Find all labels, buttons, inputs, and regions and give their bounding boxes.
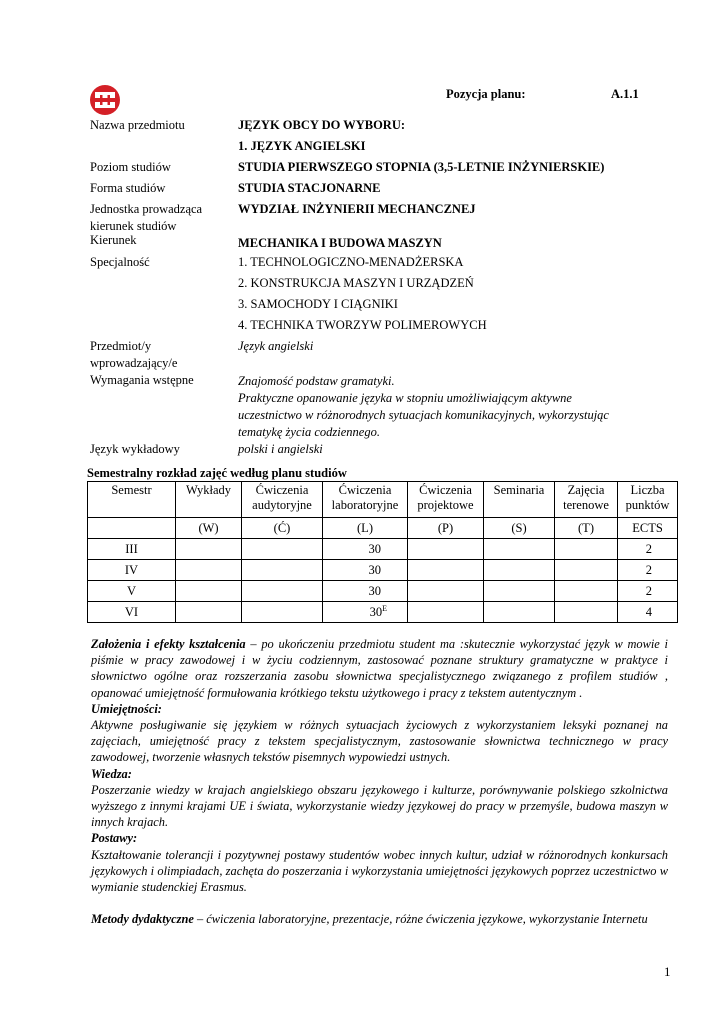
spec-label: Specjalność	[90, 255, 150, 269]
code-cell: (P)	[408, 518, 484, 539]
code-cell	[88, 518, 176, 539]
table-row: VI $30^E$ 4	[88, 602, 678, 623]
table-row: III 30 2	[88, 539, 678, 560]
page-number: 1	[664, 964, 671, 979]
schedule-table	[87, 481, 678, 623]
subject-value-1: JĘZYK OBCY DO WYBORU:	[238, 118, 406, 132]
course-description	[91, 636, 668, 927]
header-cwiczenia-proj: Ćwiczenia projektowe	[408, 482, 484, 518]
methods-text: – ćwiczenia laboratoryjne, prezentacje, różne ćwiczenia językowe, wykorzystanie Internetu	[193, 912, 648, 927]
intro-label	[90, 338, 238, 372]
position-value: A.1.1	[611, 87, 639, 101]
header-semestr: Semestr	[88, 482, 176, 518]
skills-heading: Umiejętności:	[91, 701, 162, 716]
attitudes-text: Kształtowanie tolerancji i pozytywnej postawy studentów wobec innych kultur, udział w różnorodnych konkursach językowych i olimpiadach, zachęta do poszerzania i wykorzystania umiejętności językowych poprzez uczestnictwo w wymianie studenckiej Erasmus.	[91, 847, 668, 895]
attitudes-heading: Postawy:	[91, 831, 138, 846]
spec-item: 1. TECHNOLOGICZNO-MENADŻERSKA	[238, 255, 464, 269]
level-value: STUDIA PIERWSZEGO STOPNIA (3,5-LETNIE INŻYNIERSKIE)	[238, 160, 605, 174]
form-value: STUDIA STACJONARNE	[238, 181, 381, 195]
schedule-title: Semestralny rozkład zajęć według planu studiów	[87, 466, 347, 480]
course-info	[90, 117, 670, 458]
unit-value: WYDZIAŁ INŻYNIERII MECHANCZNEJ	[238, 202, 476, 216]
intro-label-2: wprowadzający/e	[90, 356, 178, 370]
level-label: Poziom studiów	[90, 160, 171, 174]
code-cell: (S)	[484, 518, 555, 539]
table-row: IV 30 2	[88, 560, 678, 581]
req-value	[238, 372, 670, 441]
position-label: Pozycja planu:	[446, 87, 526, 101]
unit-label	[90, 201, 238, 235]
intro-label-1: Przedmiot/y	[90, 339, 152, 353]
goals-text: – po ukończeniu przedmiotu student ma :skutecznie wykorzystać język w mowie i piśmie w pracy zawodowej i w życiu codziennym, zastosować poznane struktury gramatyczne w praktyce i słownictwo ogólne oraz rozszerzania zasobu słownictwa specjalistycznego związanego z profilem studiów , opanować umiejętność formułowania krótkiego tekstu użytkowego i pracy z tekstem autentycznym .	[91, 637, 668, 700]
methods-paragraph	[91, 911, 668, 927]
university-logo-icon	[89, 84, 121, 116]
code-cell: (Ć)	[242, 518, 323, 539]
field-label: Kierunek	[90, 233, 137, 247]
lang-label: Język wykładowy	[90, 442, 180, 456]
spec-list	[238, 254, 670, 334]
form-label: Forma studiów	[90, 181, 166, 195]
unit-label-1: Jednostka prowadząca	[90, 202, 203, 216]
spec-item: 3. SAMOCHODY I CIĄGNIKI	[238, 297, 398, 311]
header-seminaria: Seminaria	[484, 482, 555, 518]
subject-label: Nazwa przedmiotu	[90, 118, 185, 132]
header-wyklady: Wykłady	[176, 482, 242, 518]
table-row: V 30 2	[88, 581, 678, 602]
unit-label-2: kierunek studiów	[90, 219, 177, 233]
table-codes-row	[88, 518, 678, 539]
subject-value-2: 1. JĘZYK ANGIELSKI	[238, 139, 366, 153]
header-cwiczenia-lab: Ćwiczenia laboratoryjne	[323, 482, 408, 518]
code-cell: (W)	[176, 518, 242, 539]
code-cell: (T)	[555, 518, 618, 539]
intro-value: Język angielski	[238, 339, 314, 353]
header-zajecia: Zajęcia terenowe	[555, 482, 618, 518]
goals-heading: Założenia i efekty kształcenia	[91, 637, 246, 651]
knowledge-heading: Wiedza:	[91, 766, 132, 781]
goals-paragraph	[91, 636, 668, 701]
spec-item: 2. KONSTRUKCJA MASZYN I URZĄDZEŃ	[238, 276, 474, 290]
spec-item: 4. TECHNIKA TWORZYW POLIMEROWYCH	[238, 318, 487, 332]
exam-marker: E	[382, 603, 387, 613]
knowledge-text: Poszerzanie wiedzy w krajach angielskiego obszaru językowego i kulturze, porównywanie polskiego szkolnictwa wyższego z innymi krajami UE i świata, wykorzystanie wiedzy językowej do pracy w przemyśle, budowa maszyn w innych krajach.	[91, 782, 668, 830]
req-line: uczestnictwo w różnorodnych sytuacjach komunikacyjnych, wykorzystując	[238, 408, 609, 422]
req-line: tematykę życia codziennego.	[238, 425, 380, 439]
skills-text: Aktywne posługiwanie się językiem w różnych sytuacjach życiowych z wykorzystaniem leksyki poznanej na zajęciach, umiejętność pracy z tekstem specjalistycznym, zastosowanie słownictwa technicznego w pracy zawodowej, tworzenie własnych tekstów pisemnych wypowiedzi ustnych.	[91, 718, 668, 765]
lang-value: polski i angielski	[238, 442, 323, 456]
code-cell: ECTS	[618, 518, 678, 539]
code-cell: (L)	[323, 518, 408, 539]
table-header-row	[88, 482, 678, 518]
header-liczba: Liczba punktów	[618, 482, 678, 518]
header-cwiczenia-aud: Ćwiczenia audytoryjne	[242, 482, 323, 518]
field-value: MECHANIKA I BUDOWA MASZYN	[238, 236, 442, 250]
req-line: Znajomość podstaw gramatyki.	[238, 374, 395, 388]
methods-heading: Metody dydaktyczne	[91, 912, 194, 927]
req-label: Wymagania wstępne	[90, 373, 194, 387]
req-line: Praktyczne opanowanie języka w stopniu umożliwiającym aktywne	[238, 391, 572, 405]
